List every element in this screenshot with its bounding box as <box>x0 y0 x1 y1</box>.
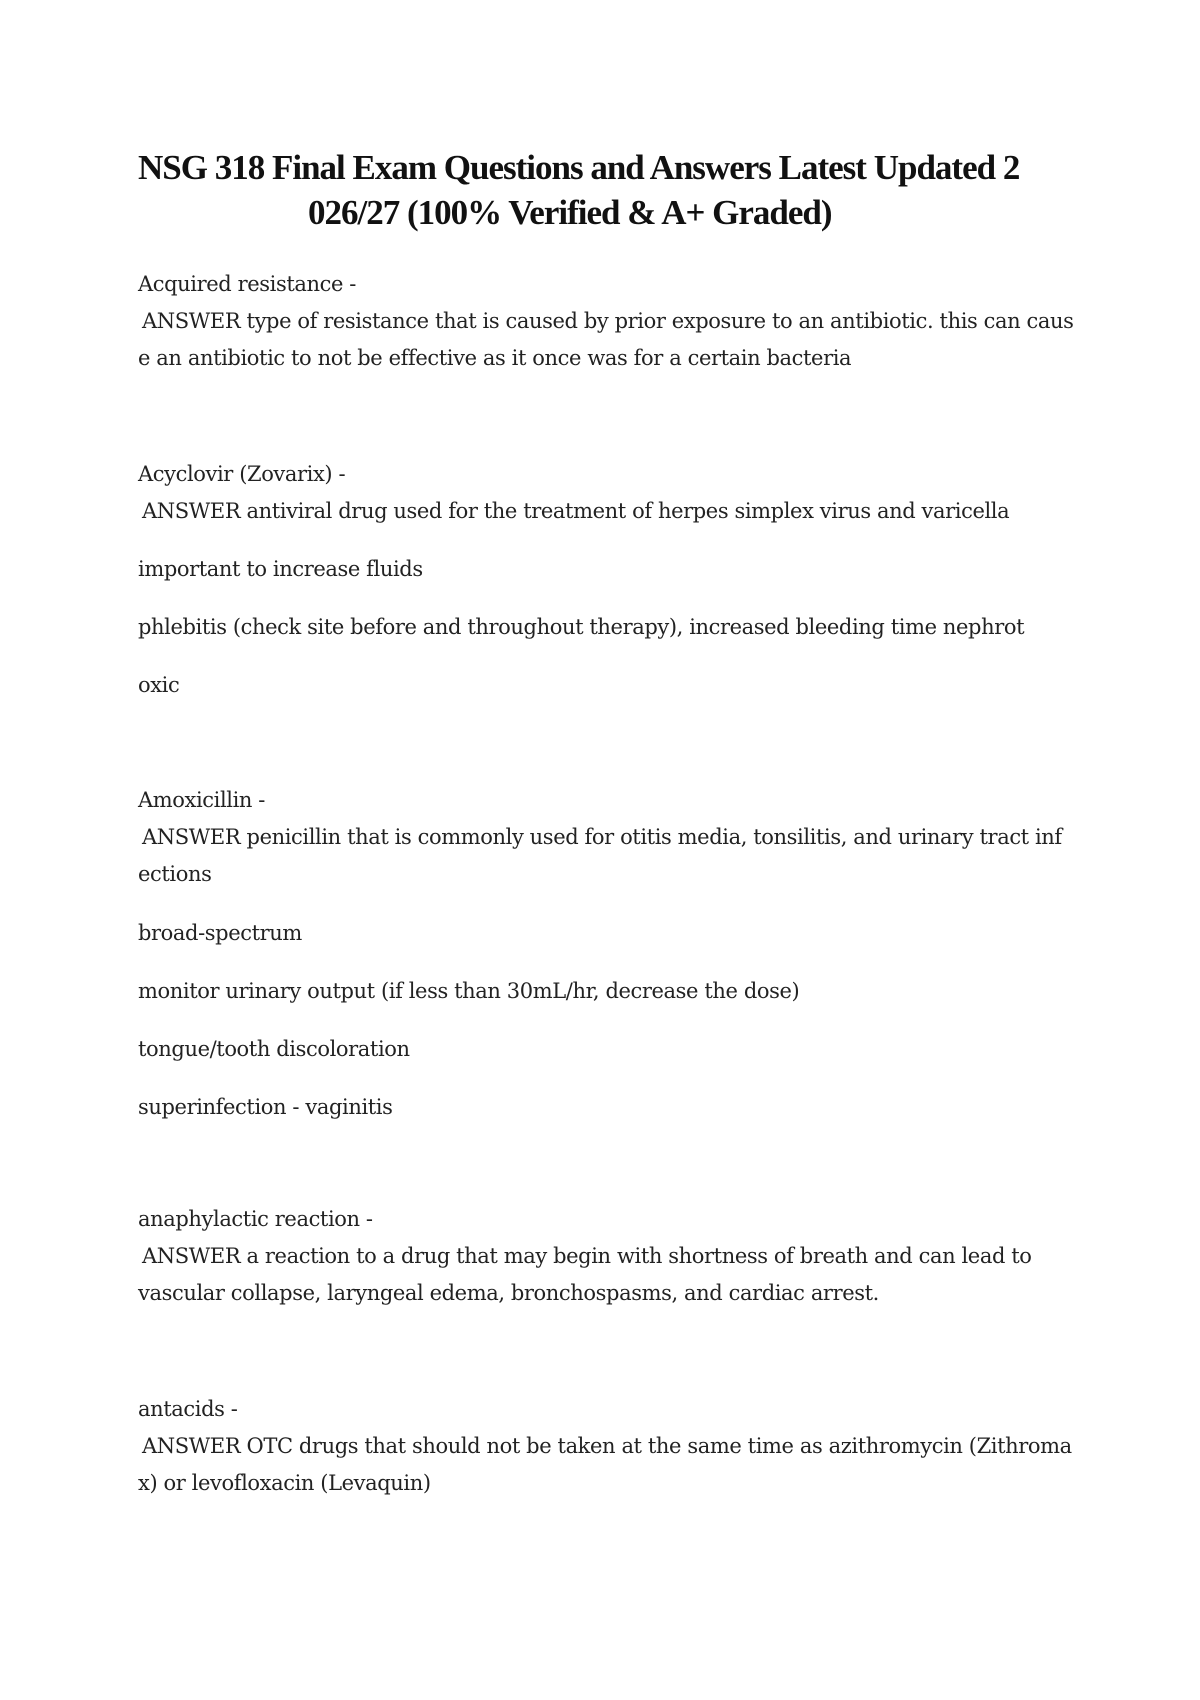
entry-term-antacids: antacids - <box>138 1397 238 1421</box>
entry-term-acyclovir: Acyclovir (Zovarix) - <box>138 462 346 486</box>
entry-answer-line: ections <box>138 862 212 886</box>
entry-note: broad-spectrum <box>138 921 302 945</box>
entry-note: oxic <box>138 673 180 697</box>
entry-answer-line: e an antibiotic to not be effective as it once was for a certain bacteria <box>138 346 852 370</box>
entry-note: important to increase fluids <box>138 557 423 581</box>
entry-term-acquired-resistance: Acquired resistance - <box>138 272 356 296</box>
entry-term-amoxicillin: Amoxicillin - <box>138 788 266 812</box>
title-line-2: 026/27 (100% Verified & A+ Graded) <box>308 193 832 232</box>
entry-answer-line: ANSWER type of resistance that is caused by prior exposure to an antibiotic. this can caus <box>142 309 1074 333</box>
entry-note: tongue/tooth discoloration <box>138 1037 410 1061</box>
entry-note: superinfection - vaginitis <box>138 1095 393 1119</box>
entry-note: monitor urinary output (if less than 30mL/hr, decrease the dose) <box>138 979 800 1003</box>
entry-answer-line: vascular collapse, laryngeal edema, bronchospasms, and cardiac arrest. <box>138 1281 879 1305</box>
title-line-1: NSG 318 Final Exam Questions and Answers Latest Updated 2 <box>138 148 1020 187</box>
entry-answer-line: ANSWER penicillin that is commonly used for otitis media, tonsilitis, and urinary tract inf <box>142 825 1062 849</box>
entry-term-anaphylactic-reaction: anaphylactic reaction - <box>138 1207 373 1231</box>
entry-answer-line: ANSWER antiviral drug used for the treatment of herpes simplex virus and varicella <box>142 499 1010 523</box>
entry-answer-line: ANSWER OTC drugs that should not be taken at the same time as azithromycin (Zithroma <box>142 1434 1072 1458</box>
entry-answer-line: ANSWER a reaction to a drug that may begin with shortness of breath and can lead to <box>142 1244 1032 1268</box>
document-title <box>138 145 1078 235</box>
entry-answer-line: x) or levofloxacin (Levaquin) <box>138 1471 431 1495</box>
entry-note: phlebitis (check site before and throughout therapy), increased bleeding time nephrot <box>138 615 1025 639</box>
